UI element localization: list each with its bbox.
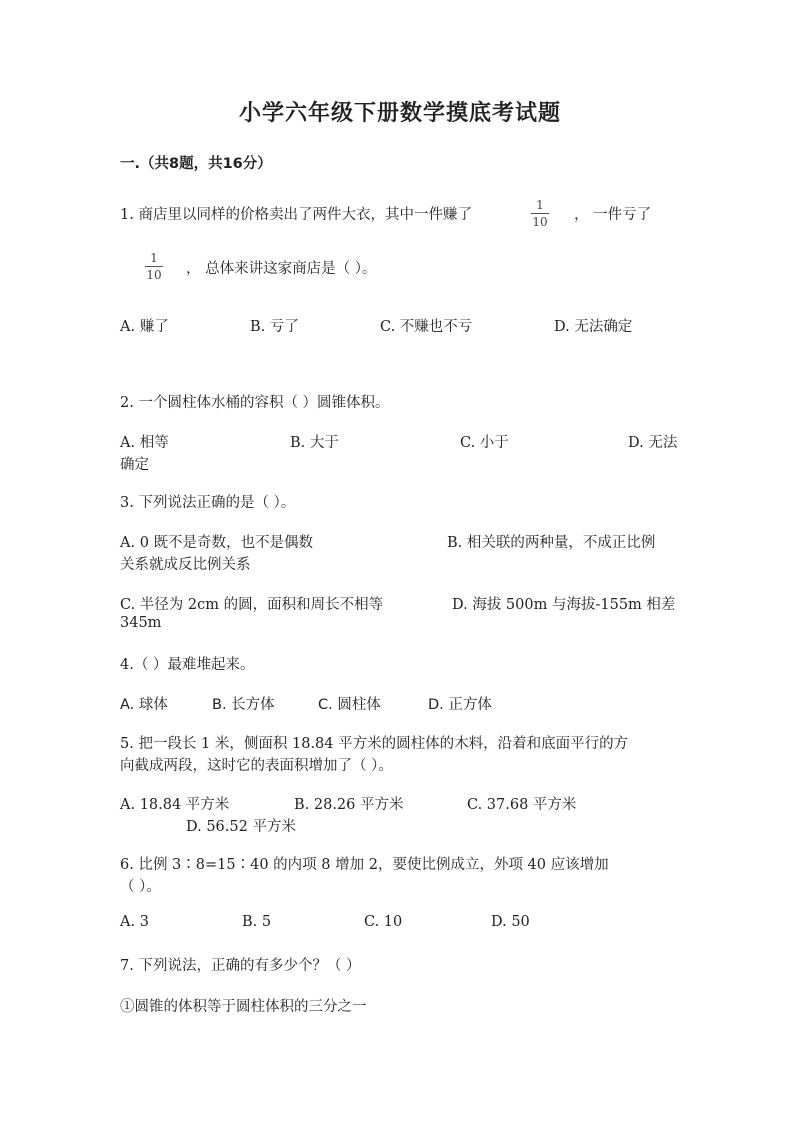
question-5-stem: 5. 把一段长 1 米，侧面积 18.84 平方米的圆柱体的木料，沿着和底面平行的方 bbox=[120, 736, 629, 752]
question-3-option-b-cont: 关系就成反比例关系 bbox=[120, 557, 251, 573]
question-2-option-c: C. 小于 bbox=[460, 435, 509, 451]
question-1-stem-b: ， 一件亏了 bbox=[574, 207, 652, 223]
question-1-option-d: D. 无法确定 bbox=[554, 319, 633, 335]
question-2-option-d: D. 无法 bbox=[628, 435, 678, 451]
question-4-option-c: C. 圆柱体 bbox=[318, 697, 381, 713]
question-7-item-1: ①圆锥的体积等于圆柱体积的三分之一 bbox=[120, 999, 367, 1015]
question-4-option-b: B. 长方体 bbox=[212, 697, 275, 713]
question-1-stem-a: 1. 商店里以同样的价格卖出了两件大衣，其中一件赚了 bbox=[120, 207, 472, 223]
question-5-option-b: B. 28.26 平方米 bbox=[294, 797, 404, 813]
fraction-1-bar bbox=[531, 213, 549, 214]
question-3-option-a: A. 0 既不是奇数，也不是偶数 bbox=[120, 535, 314, 551]
fraction-2-numerator: 1 bbox=[150, 251, 158, 265]
question-1-stem-c: ， 总体来讲这家商店是（ ）。 bbox=[186, 261, 377, 277]
question-1-option-b: B. 亏了 bbox=[250, 319, 299, 335]
question-6-option-a: A. 3 bbox=[120, 914, 149, 930]
fraction-2 bbox=[145, 251, 163, 282]
question-1-option-c: C. 不赚也不亏 bbox=[380, 319, 473, 335]
fraction-1-numerator: 1 bbox=[536, 198, 544, 212]
page-title: 小学六年级下册数学摸底考试题 bbox=[238, 101, 561, 126]
question-2-stem: 2. 一个圆柱体水桶的容积（ ）圆锥体积。 bbox=[120, 395, 390, 411]
question-5-stem-cont: 向截成两段，这时它的表面积增加了（ ）。 bbox=[120, 758, 393, 774]
question-4-stem: 4.（ ）最难堆起来。 bbox=[120, 657, 255, 673]
fraction-2-denominator: 10 bbox=[146, 268, 162, 282]
question-5-option-d: D. 56.52 平方米 bbox=[186, 819, 296, 835]
fraction-1 bbox=[531, 198, 549, 229]
question-6-stem: 6. 比例 3∶8=15∶40 的内项 8 增加 2，要使比例成立，外项 40 应该增加 bbox=[120, 857, 609, 873]
question-6-option-c: C. 10 bbox=[364, 914, 403, 930]
question-2-option-a: A. 相等 bbox=[120, 435, 169, 451]
section-heading: 一.（共8题，共16分） bbox=[120, 156, 272, 172]
fraction-1-denominator: 10 bbox=[532, 215, 548, 229]
question-3-option-d-cont: 345m bbox=[120, 615, 162, 631]
question-4-option-a: A. 球体 bbox=[120, 697, 168, 713]
question-4-option-d: D. 正方体 bbox=[428, 697, 492, 713]
question-2-option-d-cont: 确定 bbox=[120, 457, 149, 473]
question-3-option-b: B. 相关联的两种量，不成正比例 bbox=[447, 535, 656, 551]
question-1-option-a: A. 赚了 bbox=[120, 319, 169, 335]
question-2-option-b: B. 大于 bbox=[290, 435, 339, 451]
fraction-2-bar bbox=[145, 266, 163, 267]
question-6-option-d: D. 50 bbox=[491, 914, 530, 930]
question-5-option-a: A. 18.84 平方米 bbox=[120, 797, 230, 813]
question-3-option-c: C. 半径为 2cm 的圆，面积和周长不相等 bbox=[120, 597, 384, 613]
question-7-stem: 7. 下列说法，正确的有多少个？（ ） bbox=[120, 958, 361, 974]
question-3-stem: 3. 下列说法正确的是（ ）。 bbox=[120, 495, 296, 511]
question-6-option-b: B. 5 bbox=[242, 914, 272, 930]
question-6-stem-cont: （ ）。 bbox=[120, 879, 161, 895]
question-3-option-d: D. 海拔 500m 与海拔-155m 相差 bbox=[452, 597, 676, 613]
question-5-option-c: C. 37.68 平方米 bbox=[467, 797, 577, 813]
